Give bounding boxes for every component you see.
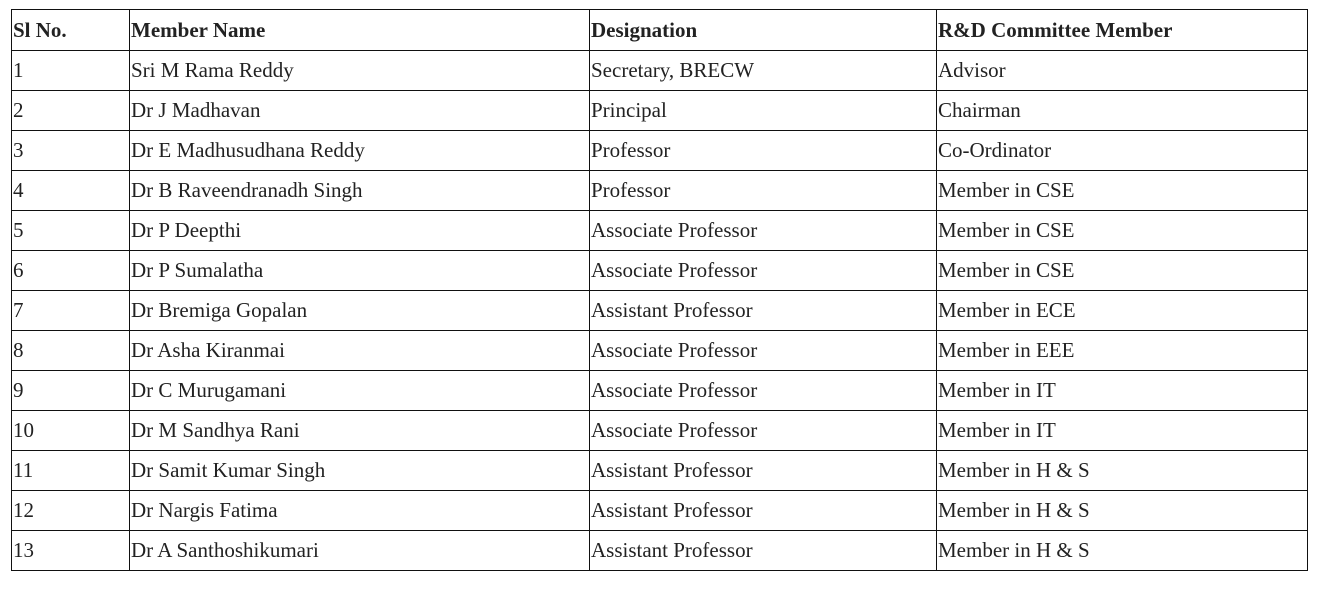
header-designation: Designation [590,10,937,51]
cell-member-name: Dr P Deepthi [130,211,590,251]
cell-committee-role: Member in IT [937,371,1308,411]
cell-sl-no: 3 [12,131,130,171]
table-row [12,131,1308,171]
cell-member-name: Sri M Rama Reddy [130,51,590,91]
cell-member-name: Dr C Murugamani [130,371,590,411]
cell-member-name: Dr Asha Kiranmai [130,331,590,371]
cell-sl-no: 12 [12,491,130,531]
table-row [12,91,1308,131]
cell-designation: Assistant Professor [590,451,937,491]
committee-table-container [11,9,1308,571]
table-body [12,51,1308,571]
table-row [12,251,1308,291]
table-row [12,451,1308,491]
cell-member-name: Dr Samit Kumar Singh [130,451,590,491]
cell-committee-role: Member in CSE [937,171,1308,211]
cell-sl-no: 7 [12,291,130,331]
table-row [12,291,1308,331]
cell-committee-role: Member in H & S [937,451,1308,491]
cell-sl-no: 8 [12,331,130,371]
cell-designation: Associate Professor [590,371,937,411]
table-row [12,331,1308,371]
table-header-row [12,10,1308,51]
cell-member-name: Dr M Sandhya Rani [130,411,590,451]
cell-member-name: Dr Bremiga Gopalan [130,291,590,331]
table-row [12,171,1308,211]
header-committee-role: R&D Committee Member [937,10,1308,51]
table-row [12,491,1308,531]
cell-member-name: Dr J Madhavan [130,91,590,131]
cell-committee-role: Member in IT [937,411,1308,451]
cell-sl-no: 13 [12,531,130,571]
cell-sl-no: 11 [12,451,130,491]
cell-designation: Assistant Professor [590,531,937,571]
cell-member-name: Dr Nargis Fatima [130,491,590,531]
cell-committee-role: Member in EEE [937,331,1308,371]
table-row [12,531,1308,571]
table-row [12,371,1308,411]
cell-sl-no: 10 [12,411,130,451]
cell-designation: Principal [590,91,937,131]
cell-designation: Assistant Professor [590,291,937,331]
cell-sl-no: 6 [12,251,130,291]
cell-designation: Associate Professor [590,411,937,451]
cell-committee-role: Member in H & S [937,531,1308,571]
cell-sl-no: 9 [12,371,130,411]
cell-designation: Professor [590,171,937,211]
cell-committee-role: Member in CSE [937,251,1308,291]
cell-sl-no: 2 [12,91,130,131]
cell-committee-role: Member in CSE [937,211,1308,251]
table-row [12,411,1308,451]
header-sl-no: Sl No. [12,10,130,51]
cell-member-name: Dr E Madhusudhana Reddy [130,131,590,171]
cell-committee-role: Chairman [937,91,1308,131]
table-row [12,211,1308,251]
table-row [12,51,1308,91]
cell-committee-role: Co-Ordinator [937,131,1308,171]
cell-sl-no: 5 [12,211,130,251]
cell-sl-no: 1 [12,51,130,91]
cell-committee-role: Member in H & S [937,491,1308,531]
header-member-name: Member Name [130,10,590,51]
cell-member-name: Dr B Raveendranadh Singh [130,171,590,211]
cell-member-name: Dr A Santhoshikumari [130,531,590,571]
cell-designation: Secretary, BRECW [590,51,937,91]
cell-sl-no: 4 [12,171,130,211]
cell-designation: Professor [590,131,937,171]
cell-member-name: Dr P Sumalatha [130,251,590,291]
cell-designation: Associate Professor [590,211,937,251]
cell-committee-role: Member in ECE [937,291,1308,331]
cell-designation: Associate Professor [590,251,937,291]
cell-designation: Assistant Professor [590,491,937,531]
cell-designation: Associate Professor [590,331,937,371]
cell-committee-role: Advisor [937,51,1308,91]
committee-table [11,9,1308,571]
table-header [12,10,1308,51]
